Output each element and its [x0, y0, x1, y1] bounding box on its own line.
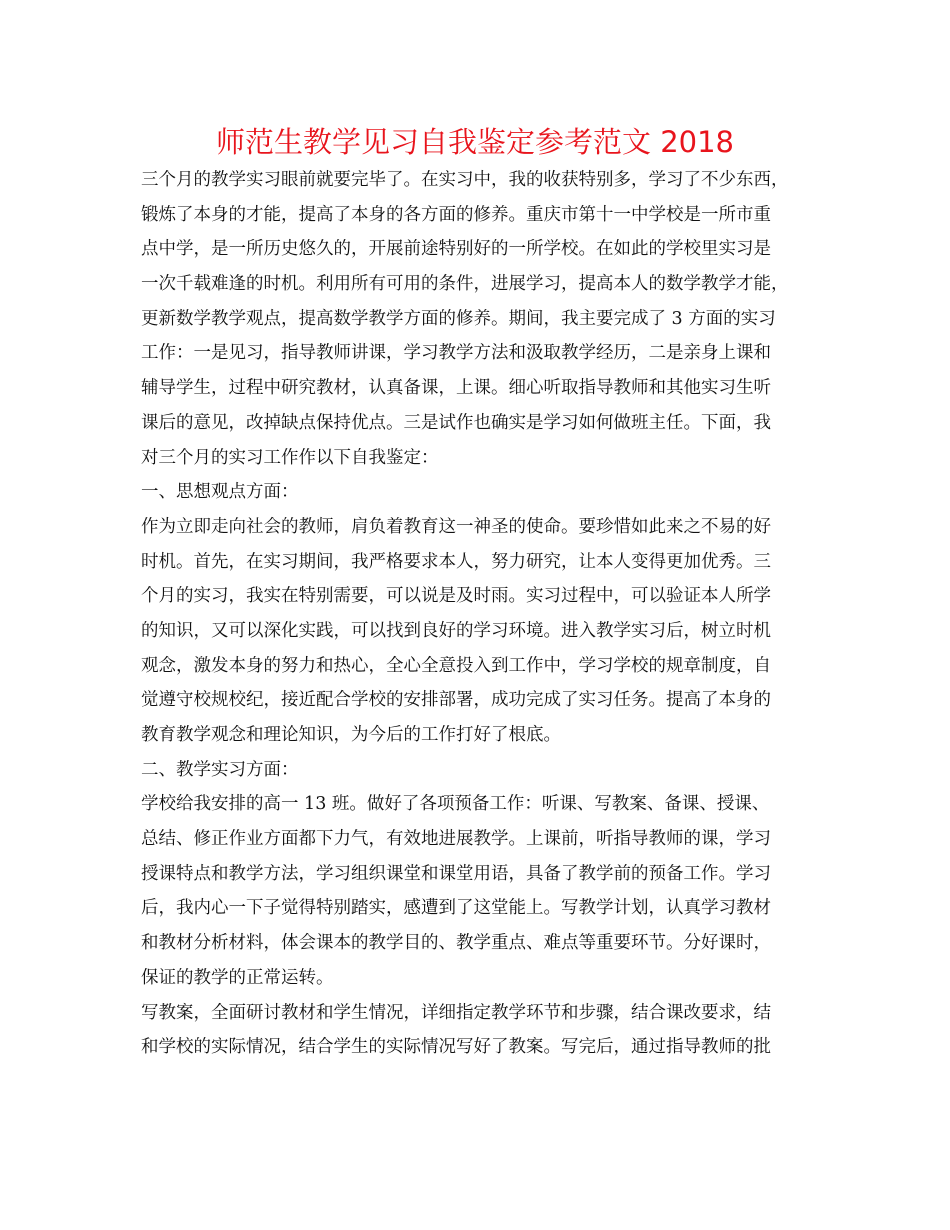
text-line: 二、教学实习方面：	[141, 759, 299, 780]
text-line: 学校给我安排的高一 13 班。做好了各项预备工作：听课、写教案、备课、授课、	[141, 794, 770, 815]
text-line: 后，我内心一下子觉得特别踏实，感遭到了这堂能上。写教学计划，认真学习教材	[141, 898, 771, 919]
text-line: 三个月的教学实习眼前就要完毕了。在实习中，我的收获特别多，学习了不少东西，	[141, 170, 789, 190]
document-body	[141, 163, 809, 1065]
text-line: 写教案，全面研讨教材和学生情况，详细指定教学环节和步骤，结合课改要求，结	[141, 1002, 771, 1023]
text-line: 个月的实习，我实在特别需要，可以说是及时雨。实习过程中，可以验证本人所学	[141, 586, 771, 607]
text-line: 保证的教学的正常运转。	[141, 967, 334, 988]
text-line: 的知识，又可以深化实践，可以找到良好的学习环境。进入教学实习后，树立时机	[141, 620, 771, 641]
text-line: 总结、修正作业方面都下力气，有效地进展教学。上课前，听指导教师的课，学习	[141, 829, 771, 850]
text-line: 一次千载难逢的时机。利用所有可用的条件，进展学习，提高本人的数学教学才能，	[141, 274, 789, 295]
text-line: 点中学，是一所历史悠久的，开展前途特别好的一所学校。在如此的学校里实习是	[141, 239, 771, 260]
text-line: 和学校的实际情况，结合学生的实际情况写好了教案。写完后，通过指导教师的批	[141, 1037, 771, 1058]
text-line: 觉遵守校规校纪，接近配合学校的安排部署，成功完成了实习任务。提高了本身的	[141, 690, 771, 711]
text-line: 授课特点和教学方法，学习组织课堂和课堂用语，具备了教学前的预备工作。学习	[141, 863, 771, 884]
text-line: 教育教学观念和理论知识，为今后的工作打好了根底。	[141, 725, 561, 745]
text-line: 课后的意见，改掉缺点保持优点。三是试作也确实是学习如何做班主任。下面，我	[141, 412, 771, 433]
text-line: 工作：一是见习，指导教师讲课，学习教学方法和汲取教学经历，二是亲身上课和	[141, 343, 771, 364]
text-line: 锻炼了本身的才能，提高了本身的各方面的修养。重庆市第十一中学校是一所市重	[141, 204, 771, 225]
text-line: 作为立即走向社会的教师，肩负着教育这一神圣的使命。要珍惜如此来之不易的好	[141, 516, 771, 537]
text-line: 对三个月的实习工作作以下自我鉴定：	[141, 447, 439, 468]
text-line: 更新数学教学观点，提高数学教学方面的修养。期间，我主要完成了 3 方面的实习	[141, 308, 776, 329]
document-title: 师范生教学见习自我鉴定参考范文 2018	[215, 125, 735, 159]
text-line: 一、思想观点方面：	[141, 482, 299, 503]
text-line: 时机。首先，在实习期间，我严格要求本人，努力研究，让本人变得更加优秀。三	[141, 551, 771, 572]
text-line: 观念，激发本身的努力和热心，全心全意投入到工作中，学习学校的规章制度，自	[141, 655, 771, 676]
text-line: 和教材分析材料，体会课本的教学目的、教学重点、难点等重要环节。分好课时，	[141, 933, 771, 954]
text-line: 辅导学生，过程中研究教材，认真备课，上课。细心听取指导教师和其他实习生听	[141, 378, 771, 399]
